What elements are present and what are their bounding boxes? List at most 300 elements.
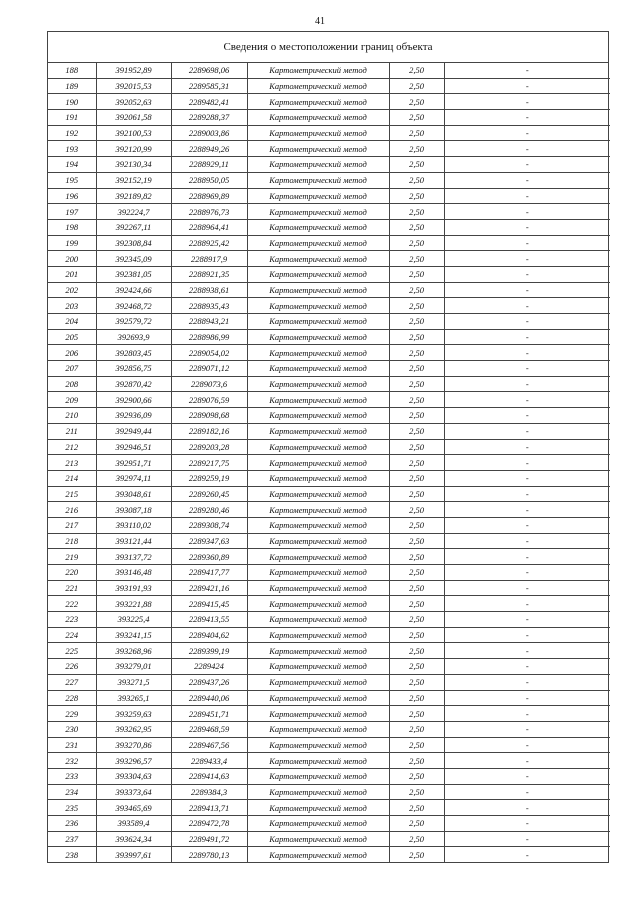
precision-cell: 2,50: [389, 376, 444, 392]
point-number-cell: 203: [48, 298, 96, 314]
note-cell: -: [444, 580, 610, 596]
method-cell: Картометрический метод: [247, 141, 389, 157]
precision-cell: 2,50: [389, 219, 444, 235]
precision-cell: 2,50: [389, 643, 444, 659]
method-cell: Картометрический метод: [247, 847, 389, 862]
method-cell: Картометрический метод: [247, 361, 389, 377]
note-cell: -: [444, 706, 610, 722]
method-cell: Картометрический метод: [247, 408, 389, 424]
y-coordinate-cell: 2289003,86: [171, 125, 247, 141]
table-row: [48, 643, 610, 659]
x-coordinate-cell: 392061,58: [96, 110, 171, 126]
method-cell: Картометрический метод: [247, 517, 389, 533]
y-coordinate-cell: 2289288,37: [171, 110, 247, 126]
method-cell: Картометрический метод: [247, 627, 389, 643]
x-coordinate-cell: 393997,61: [96, 847, 171, 862]
y-coordinate-cell: 2289182,16: [171, 423, 247, 439]
y-coordinate-cell: 2288917,9: [171, 251, 247, 267]
method-cell: Картометрический метод: [247, 596, 389, 612]
point-number-cell: 188: [48, 63, 96, 78]
x-coordinate-cell: 393268,96: [96, 643, 171, 659]
table-row: [48, 721, 610, 737]
x-coordinate-cell: 392468,72: [96, 298, 171, 314]
precision-cell: 2,50: [389, 314, 444, 330]
y-coordinate-cell: 2289399,19: [171, 643, 247, 659]
point-number-cell: 224: [48, 627, 96, 643]
page-number: 41: [315, 16, 325, 27]
table-row: [48, 502, 610, 518]
precision-cell: 2,50: [389, 627, 444, 643]
y-coordinate-cell: 2289203,28: [171, 439, 247, 455]
point-number-cell: 205: [48, 329, 96, 345]
table-row: [48, 674, 610, 690]
x-coordinate-cell: 393262,95: [96, 721, 171, 737]
point-number-cell: 235: [48, 800, 96, 816]
x-coordinate-cell: 392224,7: [96, 204, 171, 220]
x-coordinate-cell: 392130,34: [96, 157, 171, 173]
table-row: [48, 314, 610, 330]
table-row: [48, 408, 610, 424]
y-coordinate-cell: 2289217,75: [171, 455, 247, 471]
point-number-cell: 209: [48, 392, 96, 408]
method-cell: Картометрический метод: [247, 721, 389, 737]
x-coordinate-cell: 392015,53: [96, 78, 171, 94]
x-coordinate-cell: 392856,75: [96, 361, 171, 377]
table-row: [48, 565, 610, 581]
precision-cell: 2,50: [389, 674, 444, 690]
precision-cell: 2,50: [389, 408, 444, 424]
table-row: [48, 596, 610, 612]
method-cell: Картометрический метод: [247, 831, 389, 847]
x-coordinate-cell: 393296,57: [96, 753, 171, 769]
point-number-cell: 207: [48, 361, 96, 377]
point-number-cell: 215: [48, 486, 96, 502]
note-cell: -: [444, 565, 610, 581]
note-cell: -: [444, 831, 610, 847]
table-row: [48, 345, 610, 361]
table-row: [48, 329, 610, 345]
x-coordinate-cell: 392152,19: [96, 172, 171, 188]
precision-cell: 2,50: [389, 282, 444, 298]
precision-cell: 2,50: [389, 63, 444, 78]
table-row: [48, 612, 610, 628]
precision-cell: 2,50: [389, 204, 444, 220]
x-coordinate-cell: 392579,72: [96, 314, 171, 330]
method-cell: Картометрический метод: [247, 172, 389, 188]
x-coordinate-cell: 392052,63: [96, 94, 171, 110]
y-coordinate-cell: 2288938,61: [171, 282, 247, 298]
method-cell: Картометрический метод: [247, 204, 389, 220]
method-cell: Картометрический метод: [247, 314, 389, 330]
y-coordinate-cell: 2289424: [171, 659, 247, 675]
method-cell: Картометрический метод: [247, 768, 389, 784]
table-row: [48, 580, 610, 596]
method-cell: Картометрический метод: [247, 612, 389, 628]
point-number-cell: 225: [48, 643, 96, 659]
method-cell: Картометрический метод: [247, 455, 389, 471]
y-coordinate-cell: 2289054,02: [171, 345, 247, 361]
table-row: [48, 282, 610, 298]
y-coordinate-cell: 2289073,6: [171, 376, 247, 392]
y-coordinate-cell: 2289698,06: [171, 63, 247, 78]
y-coordinate-cell: 2288976,73: [171, 204, 247, 220]
method-cell: Картометрический метод: [247, 282, 389, 298]
x-coordinate-cell: 393373,64: [96, 784, 171, 800]
y-coordinate-cell: 2289413,55: [171, 612, 247, 628]
y-coordinate-cell: 2288943,21: [171, 314, 247, 330]
x-coordinate-cell: 392100,53: [96, 125, 171, 141]
table-row: [48, 423, 610, 439]
table-row: [48, 392, 610, 408]
point-number-cell: 234: [48, 784, 96, 800]
note-cell: -: [444, 502, 610, 518]
precision-cell: 2,50: [389, 721, 444, 737]
point-number-cell: 193: [48, 141, 96, 157]
x-coordinate-cell: 393121,44: [96, 533, 171, 549]
precision-cell: 2,50: [389, 423, 444, 439]
point-number-cell: 238: [48, 847, 96, 862]
method-cell: Картометрический метод: [247, 235, 389, 251]
method-cell: Картометрический метод: [247, 549, 389, 565]
x-coordinate-cell: 392936,09: [96, 408, 171, 424]
y-coordinate-cell: 2289421,16: [171, 580, 247, 596]
point-number-cell: 194: [48, 157, 96, 173]
point-number-cell: 199: [48, 235, 96, 251]
point-number-cell: 233: [48, 768, 96, 784]
note-cell: -: [525, 849, 529, 860]
y-coordinate-cell: 2289404,62: [171, 627, 247, 643]
table-row: [48, 298, 610, 314]
note-cell: -: [444, 753, 610, 769]
table-row: [48, 94, 610, 110]
point-number-cell: 216: [48, 502, 96, 518]
y-coordinate-cell: 2289259,19: [171, 470, 247, 486]
x-coordinate-cell: 393271,5: [96, 674, 171, 690]
table-row: [48, 361, 610, 377]
precision-cell: 2,50: [389, 549, 444, 565]
table-row: [48, 533, 610, 549]
precision-cell: 2,50: [389, 298, 444, 314]
x-coordinate-cell: 393241,15: [96, 627, 171, 643]
method-cell: Картометрический метод: [247, 376, 389, 392]
precision-cell: 2,50: [389, 157, 444, 173]
point-number-cell: 213: [48, 455, 96, 471]
x-coordinate-cell: 392900,66: [96, 392, 171, 408]
note-cell: -: [444, 549, 610, 565]
point-number-cell: 208: [48, 376, 96, 392]
y-coordinate-cell: 2289413,71: [171, 800, 247, 816]
note-cell: -: [444, 141, 610, 157]
point-number-cell: 229: [48, 706, 96, 722]
table-row: [48, 219, 610, 235]
x-coordinate-cell: 393465,69: [96, 800, 171, 816]
table-row: [48, 706, 610, 722]
point-number-cell: 212: [48, 439, 96, 455]
point-number-cell: 202: [48, 282, 96, 298]
method-cell: Картометрический метод: [247, 706, 389, 722]
method-cell: Картометрический метод: [247, 392, 389, 408]
method-cell: Картометрический метод: [247, 565, 389, 581]
method-cell: Картометрический метод: [247, 737, 389, 753]
point-number-cell: 191: [48, 110, 96, 126]
method-cell: Картометрический метод: [247, 329, 389, 345]
point-number-cell: 211: [48, 423, 96, 439]
point-number-cell: 195: [48, 172, 96, 188]
precision-cell: 2,50: [389, 361, 444, 377]
precision-cell: 2,50: [389, 345, 444, 361]
point-number-cell: 232: [48, 753, 96, 769]
x-coordinate-cell: 393259,63: [96, 706, 171, 722]
precision-cell: 2,50: [389, 831, 444, 847]
x-coordinate-cell: 392946,51: [96, 439, 171, 455]
y-coordinate-cell: 2289360,89: [171, 549, 247, 565]
note-cell: -: [444, 314, 610, 330]
precision-cell: 2,50: [389, 596, 444, 612]
x-coordinate-cell: 393048,61: [96, 486, 171, 502]
note-cell: -: [444, 800, 610, 816]
table-row: [48, 235, 610, 251]
note-cell: -: [444, 486, 610, 502]
y-coordinate-cell: 2288950,05: [171, 172, 247, 188]
y-coordinate-cell: 2289414,63: [171, 768, 247, 784]
point-number-cell: 214: [48, 470, 96, 486]
note-cell: -: [444, 392, 610, 408]
point-number-cell: 197: [48, 204, 96, 220]
method-cell: Картометрический метод: [247, 345, 389, 361]
x-coordinate-cell: 393221,88: [96, 596, 171, 612]
table-row: [48, 470, 610, 486]
method-cell: Картометрический метод: [247, 643, 389, 659]
x-coordinate-cell: 393137,72: [96, 549, 171, 565]
table-row: [48, 188, 610, 204]
y-coordinate-cell: 2289433,4: [171, 753, 247, 769]
note-cell: -: [444, 94, 610, 110]
table-row: [48, 266, 610, 282]
note-cell: -: [444, 204, 610, 220]
point-number-cell: 237: [48, 831, 96, 847]
point-number-cell: 196: [48, 188, 96, 204]
table-row: [48, 141, 610, 157]
table-row: [48, 439, 610, 455]
point-number-cell: 230: [48, 721, 96, 737]
precision-cell: 2,50: [389, 188, 444, 204]
method-cell: Картометрический метод: [247, 533, 389, 549]
x-coordinate-cell: 393279,01: [96, 659, 171, 675]
x-coordinate-cell: 391952,89: [96, 63, 171, 78]
note-cell: -: [444, 627, 610, 643]
y-coordinate-cell: 2288986,99: [171, 329, 247, 345]
point-number-cell: 206: [48, 345, 96, 361]
y-coordinate-cell: 2289437,26: [171, 674, 247, 690]
x-coordinate-cell: 392120,99: [96, 141, 171, 157]
precision-cell: 2,50: [389, 847, 444, 862]
table-row: [48, 172, 610, 188]
point-number-cell: 222: [48, 596, 96, 612]
note-cell: -: [444, 612, 610, 628]
x-coordinate-cell: 392308,84: [96, 235, 171, 251]
note-cell: -: [444, 345, 610, 361]
table-row: [48, 768, 610, 784]
method-cell: Картометрический метод: [247, 266, 389, 282]
y-coordinate-cell: 2289468,59: [171, 721, 247, 737]
x-coordinate-cell: 392345,09: [96, 251, 171, 267]
point-number-cell: 192: [48, 125, 96, 141]
x-coordinate-cell: 393624,34: [96, 831, 171, 847]
note-cell: -: [444, 361, 610, 377]
x-coordinate-cell: 393191,93: [96, 580, 171, 596]
table-row: [48, 847, 610, 862]
point-number-cell: 198: [48, 219, 96, 235]
note-cell: -: [444, 251, 610, 267]
note-cell: -: [444, 533, 610, 549]
note-cell: -: [444, 690, 610, 706]
table-row: [48, 784, 610, 800]
note-cell: -: [444, 596, 610, 612]
method-cell: Картометрический метод: [247, 219, 389, 235]
precision-cell: 2,50: [389, 78, 444, 94]
note-cell: -: [444, 157, 610, 173]
precision-cell: 2,50: [389, 455, 444, 471]
method-cell: Картометрический метод: [247, 94, 389, 110]
table-row: [48, 627, 610, 643]
y-coordinate-cell: 2288925,42: [171, 235, 247, 251]
note-cell: -: [444, 517, 610, 533]
note-cell: -: [444, 172, 610, 188]
table-row: [48, 816, 610, 832]
table-row: [48, 251, 610, 267]
y-coordinate-cell: 2289347,63: [171, 533, 247, 549]
x-coordinate-cell: 393265,1: [96, 690, 171, 706]
precision-cell: 2,50: [389, 502, 444, 518]
note-cell: -: [444, 329, 610, 345]
y-coordinate-cell: 2289260,45: [171, 486, 247, 502]
point-number-cell: 219: [48, 549, 96, 565]
boundary-points-table: [48, 63, 610, 862]
table-row: [48, 831, 610, 847]
precision-cell: 2,50: [389, 612, 444, 628]
precision-cell: 2,50: [389, 486, 444, 502]
note-cell: -: [444, 784, 610, 800]
method-cell: Картометрический метод: [247, 470, 389, 486]
note-cell: -: [444, 298, 610, 314]
point-number-cell: 204: [48, 314, 96, 330]
y-coordinate-cell: 2289415,45: [171, 596, 247, 612]
note-cell: -: [444, 110, 610, 126]
precision-cell: 2,50: [389, 329, 444, 345]
note-cell: -: [444, 643, 610, 659]
precision-cell: 2,50: [389, 392, 444, 408]
y-coordinate-cell: 2289076,59: [171, 392, 247, 408]
note-cell: -: [444, 125, 610, 141]
note-cell: -: [444, 63, 610, 78]
y-coordinate-cell: 2288929,11: [171, 157, 247, 173]
method-cell: Картометрический метод: [247, 800, 389, 816]
method-cell: Картометрический метод: [247, 298, 389, 314]
precision-cell: 2,50: [389, 470, 444, 486]
x-coordinate-cell: 392870,42: [96, 376, 171, 392]
point-number-cell: 200: [48, 251, 96, 267]
x-coordinate-cell: 393589,4: [96, 816, 171, 832]
table-body: [48, 63, 610, 862]
note-cell: -: [444, 219, 610, 235]
table-row: [48, 690, 610, 706]
y-coordinate-cell: 2289308,74: [171, 517, 247, 533]
precision-cell: 2,50: [389, 172, 444, 188]
method-cell: Картометрический метод: [247, 784, 389, 800]
table-row: [48, 659, 610, 675]
y-coordinate-cell: 2289098,68: [171, 408, 247, 424]
table-row: [48, 63, 610, 78]
y-coordinate-cell: 2288949,26: [171, 141, 247, 157]
precision-cell: 2,50: [389, 266, 444, 282]
note-cell: -: [444, 408, 610, 424]
x-coordinate-cell: 392693,9: [96, 329, 171, 345]
method-cell: Картометрический метод: [247, 690, 389, 706]
precision-cell: 2,50: [389, 125, 444, 141]
method-cell: Картометрический метод: [247, 157, 389, 173]
precision-cell: 2,50: [389, 800, 444, 816]
y-coordinate-cell: 2289451,71: [171, 706, 247, 722]
y-coordinate-cell: 2289440,06: [171, 690, 247, 706]
precision-cell: 2,50: [389, 737, 444, 753]
method-cell: Картометрический метод: [247, 251, 389, 267]
x-coordinate-cell: 393146,48: [96, 565, 171, 581]
point-number-cell: 190: [48, 94, 96, 110]
y-coordinate-cell: 2288969,89: [171, 188, 247, 204]
method-cell: Картометрический метод: [247, 486, 389, 502]
note-cell: -: [444, 376, 610, 392]
method-cell: Картометрический метод: [247, 753, 389, 769]
table-row: [48, 78, 610, 94]
method-cell: Картометрический метод: [247, 63, 389, 78]
note-cell: -: [444, 768, 610, 784]
y-coordinate-cell: 2289585,31: [171, 78, 247, 94]
note-cell: -: [444, 235, 610, 251]
note-cell: -: [444, 816, 610, 832]
method-cell: Картометрический метод: [247, 580, 389, 596]
point-number-cell: 220: [48, 565, 96, 581]
precision-cell: 2,50: [389, 235, 444, 251]
precision-cell: 2,50: [389, 94, 444, 110]
y-coordinate-cell: 2289071,12: [171, 361, 247, 377]
x-coordinate-cell: 392803,45: [96, 345, 171, 361]
point-number-cell: 226: [48, 659, 96, 675]
table-row: [48, 125, 610, 141]
precision-cell: 2,50: [389, 580, 444, 596]
table-row: [48, 753, 610, 769]
point-number-cell: 217: [48, 517, 96, 533]
precision-cell: 2,50: [389, 816, 444, 832]
table-row: [48, 204, 610, 220]
precision-cell: 2,50: [389, 768, 444, 784]
x-coordinate-cell: 393304,63: [96, 768, 171, 784]
x-coordinate-cell: 392974,11: [96, 470, 171, 486]
note-cell: -: [444, 737, 610, 753]
x-coordinate-cell: 392189,82: [96, 188, 171, 204]
method-cell: Картометрический метод: [247, 423, 389, 439]
note-cell: -: [444, 78, 610, 94]
table-row: [48, 517, 610, 533]
note-cell: -: [444, 455, 610, 471]
x-coordinate-cell: 393087,18: [96, 502, 171, 518]
y-coordinate-cell: 2289491,72: [171, 831, 247, 847]
note-cell: -: [444, 674, 610, 690]
point-number-cell: 227: [48, 674, 96, 690]
y-coordinate-cell: 2288964,41: [171, 219, 247, 235]
point-number-cell: 223: [48, 612, 96, 628]
point-number-cell: 231: [48, 737, 96, 753]
precision-cell: 2,50: [389, 251, 444, 267]
